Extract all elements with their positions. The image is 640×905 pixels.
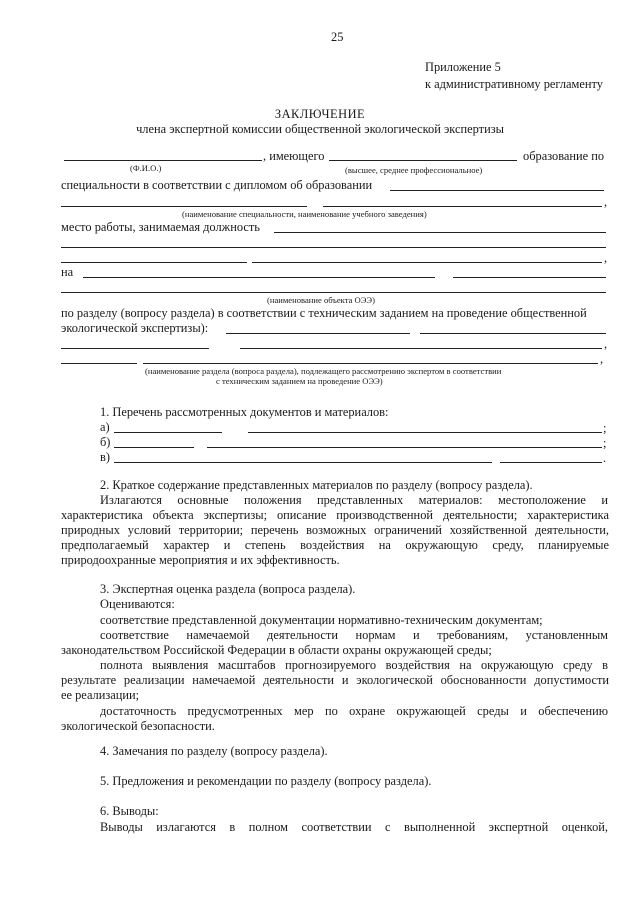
- s1-item-c-dot: .: [603, 451, 607, 465]
- section-blank-3b: [143, 363, 598, 364]
- workplace-blank-2: [61, 247, 606, 248]
- s1-item-a-blank-1: [114, 432, 222, 433]
- page-number: 25: [331, 30, 344, 44]
- s1-item-b-label: б): [100, 435, 111, 449]
- section-blank-1a: [226, 333, 410, 334]
- s1-item-a-blank-2: [248, 432, 602, 433]
- section-blank-3a: [61, 363, 137, 364]
- s3-heading: 3. Экспертная оценка раздела (вопроса раздела).: [100, 582, 356, 596]
- s3-point-2b: законодательством Российской Федерации в области охраны окружающей среды;: [61, 643, 492, 657]
- appendix-title: Приложение 5: [425, 60, 501, 74]
- s3-point-3a: полнота выявления масштабов прогнозируемого воздействия на окружающую среду в: [100, 658, 608, 672]
- s1-heading: 1. Перечень рассмотренных документов и материалов:: [100, 405, 389, 419]
- s5-heading: 5. Предложения и рекомендации по разделу (вопросу раздела).: [100, 774, 432, 788]
- s1-item-c-blank-2: [500, 462, 602, 463]
- s3-point-1: соответствие представленной документации нормативно-техническим документам;: [100, 613, 543, 627]
- section-blank-2b: [240, 348, 602, 349]
- object-blank-2: [61, 292, 606, 293]
- document-title: ЗАКЛЮЧЕНИЕ: [274, 107, 366, 121]
- s6-line-1: Выводы излагаются в полном соответствии с выполненной экспертной оценкой,: [100, 820, 608, 834]
- s2-line-2: характеристика объекта экспертизы; описание производственной деятельности; характеристика: [61, 508, 609, 522]
- workplace-comma: ,: [604, 251, 608, 265]
- specialty-blank-2a: [61, 206, 307, 207]
- s1-item-a-label: а): [100, 420, 110, 434]
- s1-item-b-semicolon: ;: [603, 436, 607, 450]
- section-text-2: экологической экспертизы):: [61, 321, 209, 335]
- workplace-label: место работы, занимаемая должность: [61, 220, 260, 234]
- s3-point-4a: достаточность предусмотренных мер по охране окружающей среды и обеспечению: [100, 704, 608, 718]
- education-suffix: образование по: [523, 149, 605, 163]
- s3-point-4b: экологической безопасности.: [61, 719, 215, 733]
- specialty-label: специальности в соответствии с дипломом об образовании: [61, 178, 373, 192]
- s1-item-c-blank-1: [114, 462, 492, 463]
- section-comma: ,: [604, 337, 608, 351]
- object-blank-1a: [83, 277, 435, 278]
- fio-blank: [64, 160, 262, 161]
- s3-assessed: Оцениваются:: [100, 597, 175, 611]
- document-subtitle: члена экспертной комиссии общественной экологической экспертизы: [136, 122, 504, 136]
- workplace-blank-3b: [252, 262, 602, 263]
- section-hint-2: с техническим заданием на проведение ОЭЭ): [216, 376, 383, 386]
- section-comma-2: ,: [600, 352, 604, 366]
- specialty-blank-2b: [323, 206, 602, 207]
- s2-heading: 2. Краткое содержание представленных материалов по разделу (вопросу раздела).: [100, 478, 533, 492]
- specialty-comma: ,: [604, 195, 608, 209]
- section-blank-2a: [61, 348, 209, 349]
- section-hint-1: (наименование раздела (вопроса раздела), подлежащего рассмотрению экспертом в соответствии: [145, 366, 502, 376]
- specialty-hint: (наименование специальности, наименование учебного заведения): [182, 209, 427, 219]
- specialty-blank-1: [390, 190, 604, 191]
- s4-heading: 4. Замечания по разделу (вопросу раздела).: [100, 744, 328, 758]
- education-blank: [329, 160, 517, 161]
- s3-point-2a: соответствие намечаемой деятельности нормам и требованиям, установленным: [100, 628, 608, 642]
- section-text-1: по разделу (вопросу раздела) в соответствии с техническим заданием на проведение общественной: [61, 306, 587, 320]
- appendix-subtitle: к административному регламенту: [425, 77, 603, 91]
- s1-item-b-blank-1: [114, 447, 194, 448]
- having-text: , имеющего: [263, 149, 325, 163]
- s2-line-1: Излагаются основные положения представленных материалов: местоположение и: [100, 493, 608, 507]
- s1-item-a-semicolon: ;: [603, 421, 607, 435]
- object-on-label: на: [61, 265, 74, 279]
- object-blank-1b: [453, 277, 606, 278]
- s1-item-b-blank-2: [207, 447, 602, 448]
- education-hint: (высшее, среднее профессиональное): [345, 165, 483, 175]
- workplace-blank-3a: [61, 262, 247, 263]
- s2-line-4: предполагаемый характер и степень воздействия на окружающую среду, планируемые: [61, 538, 609, 552]
- object-hint: (наименование объекта ОЭЭ): [267, 295, 375, 305]
- s3-point-3c: ее реализации;: [61, 688, 140, 702]
- s2-line-3: природных условий территории; перечень возможных ограничений хозяйственной деятельности,: [61, 523, 609, 537]
- s2-line-5: природоохранные мероприятия и их эффективность.: [61, 553, 340, 567]
- fio-hint: (Ф.И.О.): [130, 163, 162, 173]
- s6-heading: 6. Выводы:: [100, 804, 159, 818]
- section-blank-1b: [420, 333, 606, 334]
- s3-point-3b: результате реализации намечаемой деятельности и экологической обоснованности допустимости: [61, 673, 609, 687]
- s1-item-c-label: в): [100, 450, 110, 464]
- workplace-blank-1: [274, 232, 606, 233]
